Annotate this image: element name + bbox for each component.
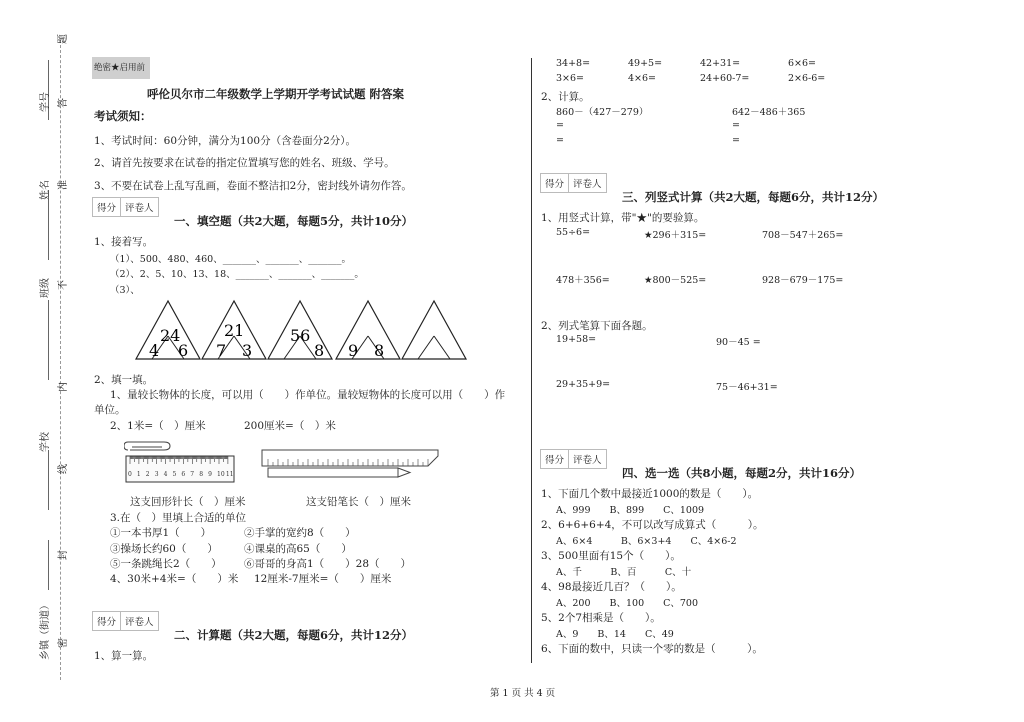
ruler-number: 10 bbox=[217, 471, 225, 478]
question-text: 200厘米=（ ）米 bbox=[244, 420, 336, 432]
ruler-number: 1 bbox=[136, 471, 141, 478]
calc-item: 2×6-6= bbox=[788, 73, 826, 84]
score-box bbox=[540, 173, 607, 193]
ruler-number: 8 bbox=[199, 471, 204, 478]
question: 1、接着写。 bbox=[94, 236, 154, 248]
score-label: 得分 bbox=[541, 450, 569, 468]
binding-line bbox=[48, 450, 49, 510]
pencil-ruler bbox=[258, 446, 444, 486]
triangle-top-number: 56 bbox=[290, 326, 311, 345]
section3-title: 三、列竖式计算（共2大题，每题6分，共计12分） bbox=[622, 190, 885, 204]
pencil-icon bbox=[268, 468, 398, 477]
binding-char: 内 bbox=[58, 382, 69, 392]
section4-title: 四、选一选（共8小题，每题2分，共计16分） bbox=[622, 466, 862, 480]
score-box bbox=[540, 449, 607, 469]
triangle-top-number: 21 bbox=[224, 321, 245, 340]
vertical-calc: 928－679－175= bbox=[762, 275, 844, 286]
column-separator bbox=[531, 58, 532, 663]
unit-item: ⑤一条跳绳长2（ ） bbox=[110, 558, 222, 570]
written-calc: 90－45 = bbox=[716, 337, 761, 348]
equals-sign: = bbox=[732, 120, 740, 131]
ruler-number: 9 bbox=[208, 471, 212, 478]
binding-line bbox=[48, 190, 49, 260]
triangle-left-number: 4 bbox=[149, 341, 160, 360]
sequence-line: （2）、2、5、10、13、18、_______、_______、_______。 bbox=[110, 269, 364, 280]
choice-options: A、9 B、14 C、49 bbox=[556, 629, 674, 640]
binding-field-name: 姓名 bbox=[40, 180, 51, 200]
binding-field-class: 班级 bbox=[40, 278, 51, 298]
choice-question: 3、500里面有15个（ ）。 bbox=[541, 550, 681, 562]
score-box bbox=[92, 197, 159, 217]
triangle-right-number: 3 bbox=[242, 341, 253, 360]
unit-item: ③操场长约60（ ） bbox=[110, 543, 218, 555]
calc-expression: 642－486＋365 bbox=[732, 107, 806, 118]
choice-options: A、6×4 B、6×3+4 C、4×6-2 bbox=[556, 536, 737, 547]
vertical-calc: 55÷6= bbox=[556, 227, 591, 238]
equals-sign: = bbox=[556, 120, 564, 131]
vertical-calc: 478＋356= bbox=[556, 275, 610, 286]
unit-item: ①一本书厚1（ ） bbox=[110, 527, 212, 539]
ruler-number: 5 bbox=[172, 471, 177, 478]
page-title: 呼伦贝尔市二年级数学上学期开学考试试题 附答案 bbox=[147, 87, 405, 101]
calc-item: 49+5= bbox=[628, 58, 663, 69]
question-text: 3.在（ ）里填上合适的单位 bbox=[110, 512, 247, 524]
question-text: 2、1米=（ ）厘米 bbox=[110, 420, 206, 432]
triangle-puzzle bbox=[336, 301, 400, 360]
choice-options: A、999 B、899 C、1009 bbox=[556, 505, 705, 516]
question: 2、计算。 bbox=[541, 91, 590, 103]
question: 2、列式笔算下面各题。 bbox=[541, 320, 653, 332]
notice-heading: 考试须知： bbox=[94, 109, 152, 123]
section1-title: 一、填空题（共2大题，每题5分，共计10分） bbox=[174, 214, 414, 228]
binding-char: 准 bbox=[58, 180, 69, 190]
grader-label: 评卷人 bbox=[125, 617, 154, 628]
sequence-line: （3）、 bbox=[110, 285, 140, 296]
choice-question: 1、下面几个数中最接近1000的数是（ ）。 bbox=[541, 488, 759, 500]
caption-pencil: 这支铅笔长（ ）厘米 bbox=[306, 496, 411, 508]
choice-question: 4、98最接近几百？（ ）。 bbox=[541, 581, 682, 593]
sequence-line: （1）、500、480、460、_______、_______、_______。 bbox=[110, 254, 351, 265]
written-calc: 19+58= bbox=[556, 334, 597, 345]
calc-item: 34+8= bbox=[556, 58, 591, 69]
question: 2、填一填。 bbox=[94, 374, 154, 386]
notice-item: 3、不要在试卷上乱写乱画，卷面不整洁扣2分，密封线外请勿作答。 bbox=[94, 180, 412, 192]
question: 1、算一算。 bbox=[94, 650, 154, 662]
triangle-right-number: 8 bbox=[314, 341, 325, 360]
ruler-number: 11 bbox=[225, 471, 234, 478]
binding-line bbox=[48, 300, 49, 380]
triangle-puzzle bbox=[202, 301, 266, 360]
question-text: 1、量较长物体的长度，可以用（ ）作单位。量较短物体的长度可以用（ ）作 bbox=[110, 389, 506, 401]
ruler-number: 0 bbox=[128, 471, 132, 478]
binding-field-town: 乡镇（街道） bbox=[40, 600, 51, 660]
triangle-puzzle bbox=[268, 301, 332, 360]
grader-label: 评卷人 bbox=[125, 203, 154, 214]
grader-label: 评卷人 bbox=[573, 455, 602, 466]
caption-paperclip: 这支回形针长（ ）厘米 bbox=[130, 496, 246, 508]
paperclip-ruler bbox=[124, 440, 236, 486]
question-text: 12厘米-7厘米=（ ）厘米 bbox=[254, 573, 392, 585]
triangle-left-number: 7 bbox=[216, 341, 227, 360]
triangle-top-number: 24 bbox=[160, 326, 181, 345]
unit-item: ④课桌的高65（ ） bbox=[244, 543, 352, 555]
triangle-right-number: 8 bbox=[374, 341, 385, 360]
confidential-stamp: 绝密★启用前 bbox=[92, 57, 150, 79]
ruler-number: 2 bbox=[145, 471, 150, 478]
unit-item: ⑥哥哥的身高1（ ）28（ ） bbox=[244, 558, 412, 570]
choice-options: A、千 B、百 C、十 bbox=[556, 567, 692, 578]
ruler-number: 6 bbox=[181, 471, 186, 478]
binding-char: 题 bbox=[58, 34, 69, 44]
paperclip-icon bbox=[124, 442, 170, 450]
calc-item: 3×6= bbox=[556, 73, 585, 84]
notice-item: 2、请首先按要求在试卷的指定位置填写您的姓名、班级、学号。 bbox=[94, 157, 395, 169]
notice-item: 1、考试时间：60分钟，满分为100分（含卷面分2分）。 bbox=[94, 135, 357, 147]
question-text: 4、30米+4米=（ ）米 bbox=[110, 573, 239, 585]
ruler-number: 4 bbox=[163, 471, 168, 478]
binding-field-school: 学校 bbox=[40, 432, 51, 452]
calc-item: 42+31= bbox=[700, 58, 741, 69]
choice-question: 5、2个7相乘是（ ）。 bbox=[541, 612, 661, 624]
calc-item: 6×6= bbox=[788, 58, 817, 69]
page-number: 第 1 页 共 4 页 bbox=[490, 688, 556, 699]
choice-question: 2、6+6+6+4，不可以改写成算式（ ）。 bbox=[541, 519, 764, 531]
ruler-number: 7 bbox=[190, 471, 195, 478]
triangle-left-number: 9 bbox=[348, 341, 359, 360]
ruler-number: 3 bbox=[154, 471, 159, 478]
equals-sign: = bbox=[556, 135, 564, 146]
grader-label: 评卷人 bbox=[573, 179, 602, 190]
binding-char: 封 bbox=[58, 550, 69, 560]
written-calc: 75－46+31= bbox=[716, 382, 778, 393]
vertical-calc: ★800－525= bbox=[644, 275, 707, 286]
unit-item: ②手掌的宽约8（ ） bbox=[244, 527, 356, 539]
vertical-calc: ★296＋315= bbox=[644, 230, 707, 241]
triangle-puzzle bbox=[136, 301, 200, 360]
question-text: 单位。 bbox=[94, 404, 126, 416]
section2-title: 二、计算题（共2大题，每题6分，共计12分） bbox=[174, 628, 414, 642]
triangle-puzzles bbox=[130, 296, 475, 362]
triangle-right-number: 6 bbox=[178, 341, 189, 360]
binding-char: 线 bbox=[58, 464, 69, 474]
choice-options: A、200 B、100 C、700 bbox=[556, 598, 699, 609]
score-label: 得分 bbox=[93, 612, 121, 630]
question: 1、用竖式计算，带"★"的要验算。 bbox=[541, 212, 705, 224]
binding-field-student-id: 学号 bbox=[40, 92, 51, 112]
calc-expression: 860－（427－279） bbox=[556, 107, 649, 118]
binding-dashed-line bbox=[60, 40, 61, 680]
calc-item: 24+60-7= bbox=[700, 73, 750, 84]
calc-item: 4×6= bbox=[628, 73, 657, 84]
binding-char: 密 bbox=[58, 638, 69, 648]
equals-sign: = bbox=[732, 135, 740, 146]
written-calc: 29+35+9= bbox=[556, 379, 611, 390]
triangle-puzzle bbox=[402, 301, 466, 359]
choice-question: 6、下面的数中，只读一个零的数是（ ）。 bbox=[541, 643, 763, 655]
score-label: 得分 bbox=[541, 174, 569, 192]
score-label: 得分 bbox=[93, 198, 121, 216]
score-box bbox=[92, 611, 159, 631]
binding-line bbox=[48, 540, 49, 590]
vertical-calc: 708－547＋265= bbox=[762, 230, 844, 241]
binding-char: 答 bbox=[58, 98, 69, 108]
binding-char: 不 bbox=[58, 280, 69, 290]
